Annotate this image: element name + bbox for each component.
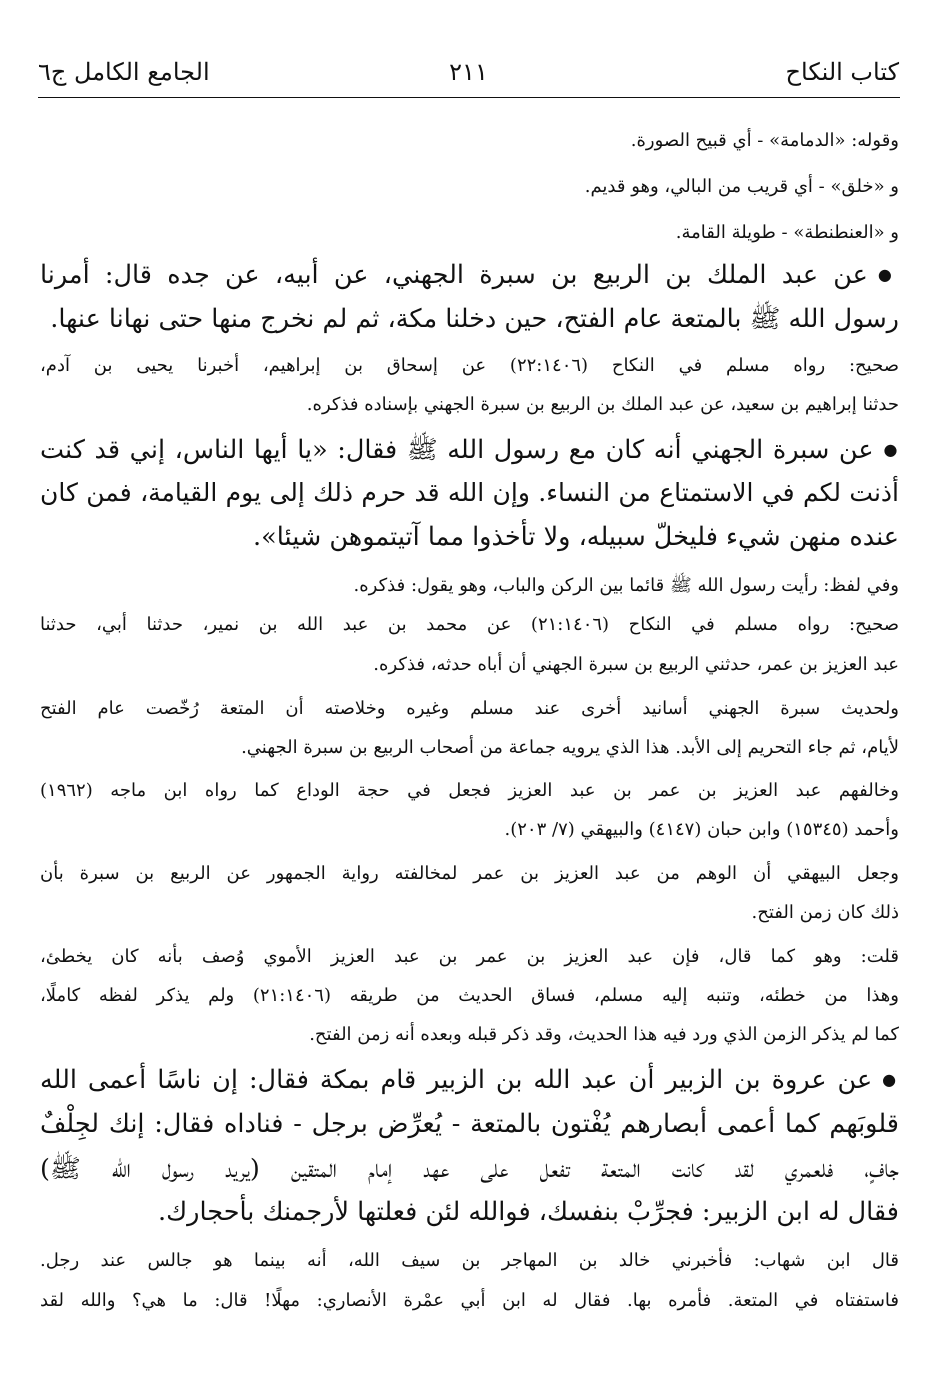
commentary-line: قال ابن شهاب: فأخبرني خالد بن المهاجر بن سيف الله، أنه بينما هو جالس عند رجل. <box>40 1250 899 1271</box>
commentary-line: ذلك كان زمن الفتح. <box>751 902 899 923</box>
takhrij-line: صحيح: رواه مسلم في النكاح (٢٢:١٤٠٦) عن إسحاق بن إبراهيم، أخبرنا يحيى بن آدم، <box>40 355 899 376</box>
header-divider <box>38 97 900 98</box>
variant-line: وفي لفظ: رأيت رسول الله ﷺ قائما بين الركن والباب، وهو يقول: فذكره. <box>353 575 899 596</box>
page-number: ٢١١ <box>449 58 488 86</box>
hadith-line: رسول الله ﷺ بالمتعة عام الفتح، حين دخلنا مكة، ثم لم نخرج منها حتى نهانا عنها. <box>50 304 899 334</box>
hadith-line: جافٍ، فلعمري لقد كانت المتعة تفعل على عهد إمام المتقين (يريد رسول الله ﷺ) <box>40 1154 899 1184</box>
chapter-title: كتاب النكاح <box>785 58 899 86</box>
commentary-line: وخالفهم عبد العزيز بن عمر بن عبد العزيز فجعل في حجة الوداع كما رواه ابن ماجه (١٩٦٢) <box>40 780 899 801</box>
hadith-line: ● عن عروة بن الزبير أن عبد الله بن الزبير قام بمكة فقال: إن ناسًا أعمى الله <box>40 1065 899 1095</box>
commentary-line: لأيام، ثم جاء التحريم إلى الأبد. هذا الذي يرويه جماعة من أصحاب الربيع بن سبرة الجهني. <box>241 737 899 758</box>
takhrij-line: عبد العزيز بن عمر، حدثني الربيع بن سبرة الجهني أن أباه حدثه، فذكره. <box>373 654 899 675</box>
takhrij-line: حدثنا إبراهيم بن سعيد، عن عبد الملك بن الربيع بن سبرة الجهني بإسناده فذكره. <box>306 394 899 415</box>
note-line: وقوله: «الدمامة» - أي قبيح الصورة. <box>630 130 899 151</box>
hadith-line: ● عن عبد الملك بن الربيع بن سبرة الجهني، عن أبيه، عن جده قال: أمرنا <box>40 260 899 290</box>
commentary-line: وأحمد (١٥٣٤٥) وابن حبان (٤١٤٧) والبيهقي (٧/ ٢٠٣). <box>504 819 899 840</box>
note-line: و «خلق» - أي قريب من البالي، وهو قديم. <box>584 176 899 197</box>
takhrij-line: صحيح: رواه مسلم في النكاح (٢١:١٤٠٦) عن محمد بن عبد الله بن نمير، حدثنا أبي، حدثنا <box>40 614 899 635</box>
page-header <box>38 52 899 92</box>
hadith-line: قلوبَهم كما أعمى أبصارهم يُفْتون بالمتعة - يُعرِّض برجل - فناداه فقال: إنك لجِلْفٌ <box>40 1109 899 1139</box>
commentary-line: ولحديث سبرة الجهني أسانيد أخرى عند مسلم وغيره وخلاصته أن المتعة رُخّصت عام الفتح <box>40 698 899 719</box>
commentary-line: قلت: وهو كما قال، فإن عبد العزيز بن عمر بن عبد العزيز الأموي وُصف بأنه كان يخطئ، <box>40 946 899 967</box>
commentary-line: فاستفتاه في المتعة. فأمره بها. فقال له ابن أبي عمْرة الأنصاري: مهلًا! قال: ما هي؟ والله لقد <box>40 1290 899 1311</box>
book-title: الجامع الكامل ج٦ <box>38 58 210 86</box>
hadith-line: عنده منهن شيء فليخلّ سبيله، ولا تأخذوا مما آتيتموهن شيئا». <box>253 522 899 552</box>
hadith-line: ● عن سبرة الجهني أنه كان مع رسول الله ﷺ فقال: «يا أيها الناس، إني قد كنت <box>40 434 899 471</box>
commentary-line: وجعل البيهقي أن الوهم من عبد العزيز بن عمر لمخالفته رواية الجمهور عن الربيع بن سبرة بأن <box>40 863 899 884</box>
hadith-line: أذنت لكم في الاستمتاع من النساء. وإن الله قد حرم ذلك إلى يوم القيامة، فمن كان <box>40 478 899 507</box>
commentary-line: كما لم يذكر الزمن الذي ورد فيه هذا الحديث، وقد ذكر قبله وبعده أنه زمن الفتح. <box>309 1024 899 1045</box>
commentary-line: وهذا من خطئه، وتنبه إليه مسلم، فساق الحديث من طريقه (٢١:١٤٠٦) ولم يذكر لفظه كاملًا، <box>40 985 899 1006</box>
note-line: و «العنطنطة» - طويلة القامة. <box>675 222 899 243</box>
hadith-line: فقال له ابن الزبير: فجرِّبْ بنفسك، فوالله لئن فعلتها لأرجمنك بأحجارك. <box>158 1197 899 1227</box>
